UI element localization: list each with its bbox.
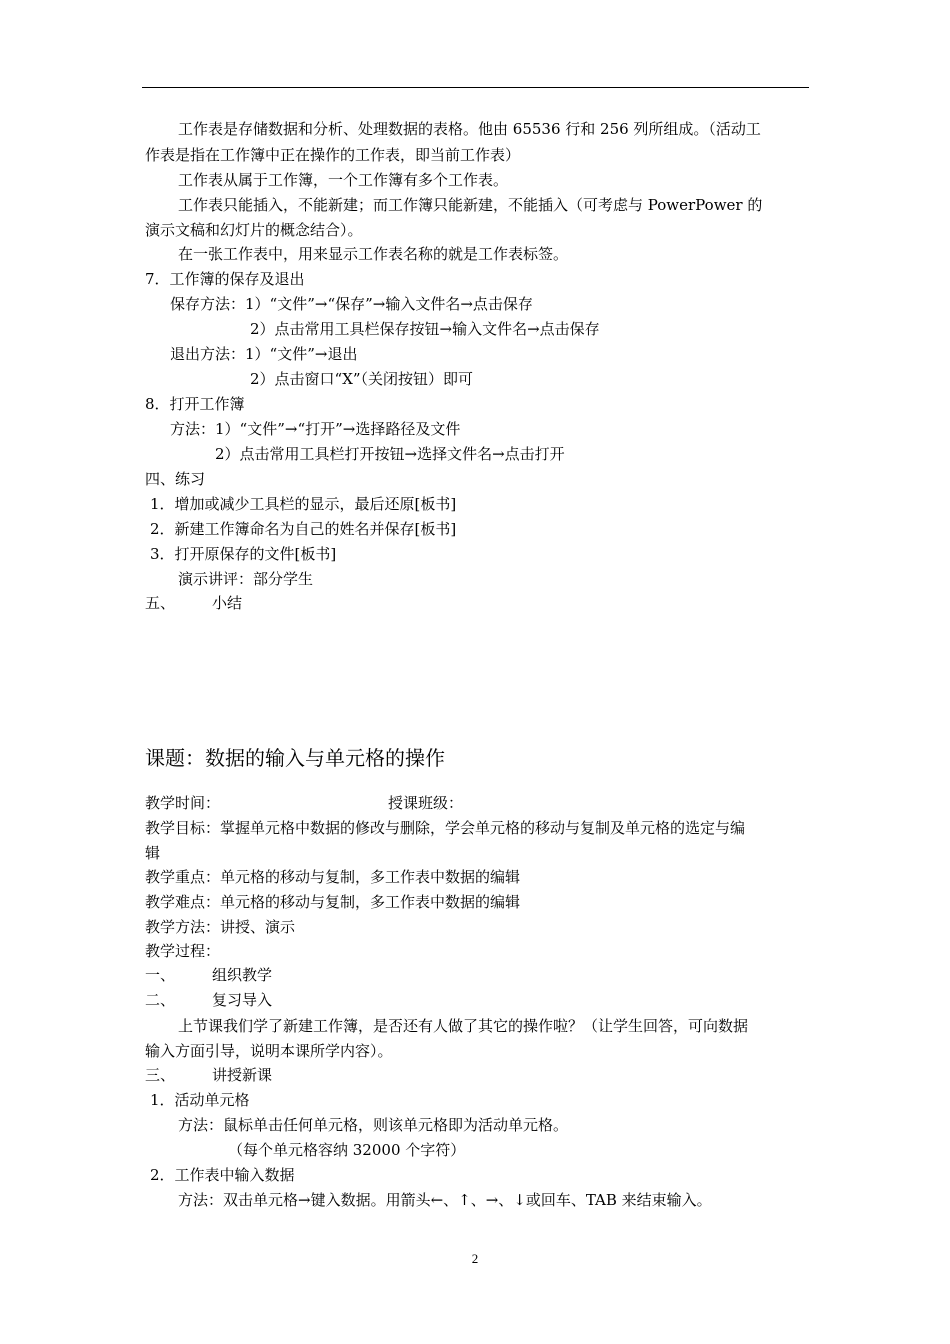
step-number: 三、 [145, 1066, 176, 1084]
item-note: （每个单元格容纳 32000 个字符） [228, 1141, 466, 1159]
paragraph-line: 在一张工作表中，用来显示工作表名称的就是工作表标签。 [178, 245, 569, 263]
key-points: 教学重点：单元格的移动与复制，多工作表中数据的编辑 [145, 868, 521, 886]
item-method: 方法：鼠标单击任何单元格，则该单元格即为活动单元格。 [178, 1116, 569, 1134]
section-heading: 8．打开工作簿 [145, 395, 245, 413]
method-line: 保存方法：1）“文件”→“保存”→输入文件名→点击保存 [170, 295, 533, 313]
step-label: 复习导入 [212, 991, 273, 1009]
teaching-method: 教学方法：讲授、演示 [145, 918, 296, 936]
paragraph-line: 演示文稿和幻灯片的概念结合）。 [145, 221, 363, 239]
step-label: 讲授新课 [212, 1066, 273, 1084]
method-line: 2）点击窗口“X”（关闭按钮）即可 [250, 370, 474, 388]
item-heading: 2．工作表中输入数据 [150, 1166, 295, 1184]
step-label: 组织教学 [212, 966, 273, 984]
method-line: 2）点击常用工具栏打开按钮→选择文件名→点击打开 [215, 445, 565, 463]
section-label: 小结 [212, 594, 243, 612]
section-heading: 四、练习 [145, 470, 206, 488]
step-number: 一、 [145, 966, 176, 984]
section-number: 五、 [145, 594, 176, 612]
paragraph-line: 作表是指在工作簿中正在操作的工作表，即当前工作表） [145, 146, 521, 164]
item-method: 方法：双击单元格→键入数据。用箭头←、↑、→、↓或回车、TAB 来结束输入。 [178, 1191, 712, 1209]
process-label: 教学过程： [145, 942, 221, 960]
lesson-title: 课题：数据的输入与单元格的操作 [145, 746, 445, 770]
header-rule [142, 87, 809, 88]
section-heading: 7．工作簿的保存及退出 [145, 270, 305, 288]
time-label: 教学时间： [145, 794, 221, 812]
practice-item: 3．打开原保存的文件[板书] [150, 545, 337, 563]
practice-item: 1．增加或减少工具栏的显示，最后还原[板书] [150, 495, 457, 513]
demo-line: 演示讲评：部分学生 [178, 570, 314, 588]
method-line: 2）点击常用工具栏保存按钮→输入文件名→点击保存 [250, 320, 600, 338]
method-line: 方法：1）“文件”→“打开”→选择路径及文件 [170, 420, 461, 438]
step-number: 二、 [145, 991, 176, 1009]
difficulties: 教学难点：单元格的移动与复制，多工作表中数据的编辑 [145, 893, 521, 911]
page-number: 2 [471, 1251, 479, 1266]
goal-line: 教学目标：掌握单元格中数据的修改与删除，学会单元格的移动与复制及单元格的选定与编 [145, 819, 746, 837]
paragraph-line: 工作表从属于工作簿，一个工作簿有多个工作表。 [178, 171, 509, 189]
item-heading: 1．活动单元格 [150, 1091, 250, 1109]
practice-item: 2．新建工作簿命名为自己的姓名并保存[板书] [150, 520, 457, 538]
review-line: 输入方面引导，说明本课所学内容）。 [145, 1042, 393, 1060]
paragraph-line: 工作表只能插入，不能新建；而工作簿只能新建，不能插入（可考虑与 PowerPower 的 [178, 196, 763, 214]
goal-line: 辑 [145, 844, 161, 862]
paragraph-line: 工作表是存储数据和分析、处理数据的表格。他由 65536 行和 256 列所组成。（活动工 [178, 120, 761, 138]
class-label: 授课班级： [388, 794, 464, 812]
method-line: 退出方法：1）“文件”→退出 [170, 345, 358, 363]
review-line: 上节课我们学了新建工作簿，是否还有人做了其它的操作啦？（让学生回答，可向数据 [178, 1017, 749, 1035]
